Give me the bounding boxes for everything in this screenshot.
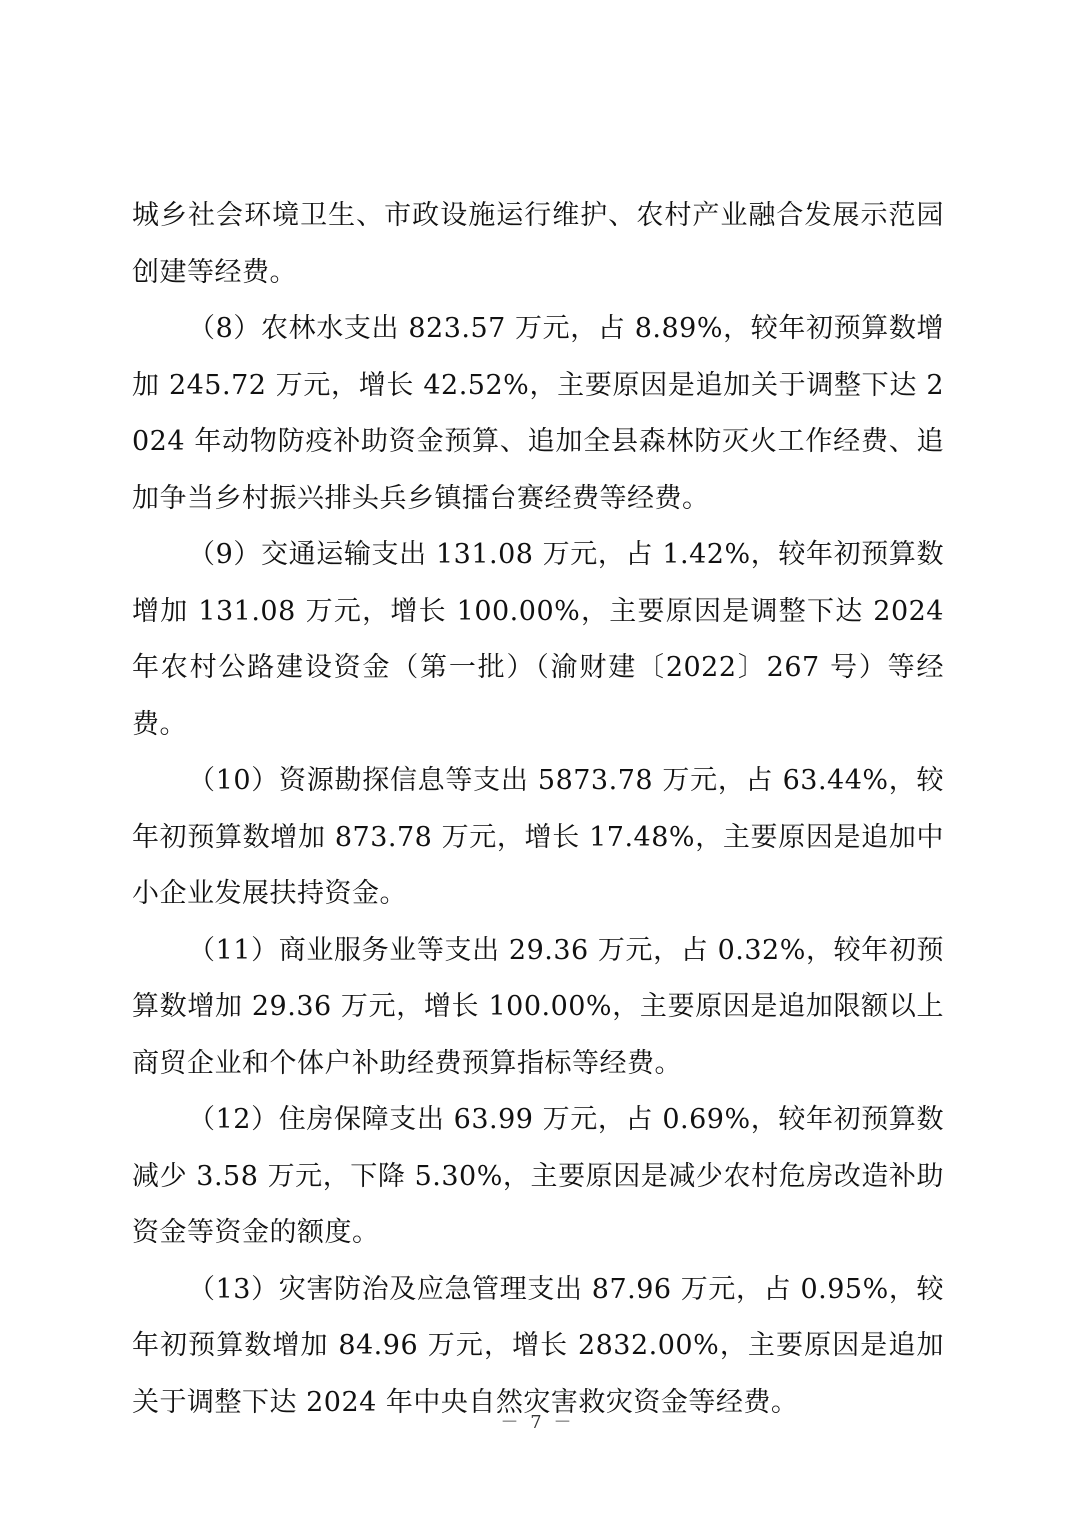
paragraph-item-8: （8）农林水支出 823.57 万元，占 8.89%，较年初预算数增加 245.72 万元，增长 42.52%，主要原因是追加关于调整下达 2024 年动物防疫补助资金预算、追加全县森林防灭火工作经费、追加争当乡村振兴排头兵乡镇擂台赛经费等经费。: [132, 313, 944, 514]
paragraph-item-13: （13）灾害防治及应急管理支出 87.96 万元，占 0.95%，较年初预算数增加 84.96 万元，增长 2832.00%，主要原因是追加关于调整下达 2024 年中央自然灾害救灾资金等经费。: [132, 1273, 944, 1418]
paragraph-item-11: （11）商业服务业等支出 29.36 万元，占 0.32%，较年初预算数增加 29.36 万元，增长 100.00%，主要原因是追加限额以上商贸企业和个体户补助经费预算指标等经费。: [132, 934, 944, 1079]
page-number: － 7 －: [500, 1412, 575, 1433]
paragraph-item-9: （9）交通运输支出 131.08 万元，占 1.42%，较年初预算数增加 131.08 万元，增长 100.00%，主要原因是调整下达 2024 年农村公路建设资金（第一批）（渝财建〔2022〕267 号）等经费。: [132, 539, 944, 740]
paragraph-item-10: （10）资源勘探信息等支出 5873.78 万元，占 63.44%，较年初预算数增加 873.78 万元，增长 17.48%，主要原因是追加中小企业发展扶持资金。: [132, 765, 944, 909]
paragraph-item-12: （12）住房保障支出 63.99 万元，占 0.69%，较年初预算数减少 3.58 万元，下降 5.30%，主要原因是减少农村危房改造补助资金等资金的额度。: [132, 1104, 944, 1248]
paragraph-continuation: 城乡社会环境卫生、市政设施运行维护、农村产业融合发展示范园创建等经费。: [132, 200, 944, 288]
body-text: [132, 188, 944, 1431]
